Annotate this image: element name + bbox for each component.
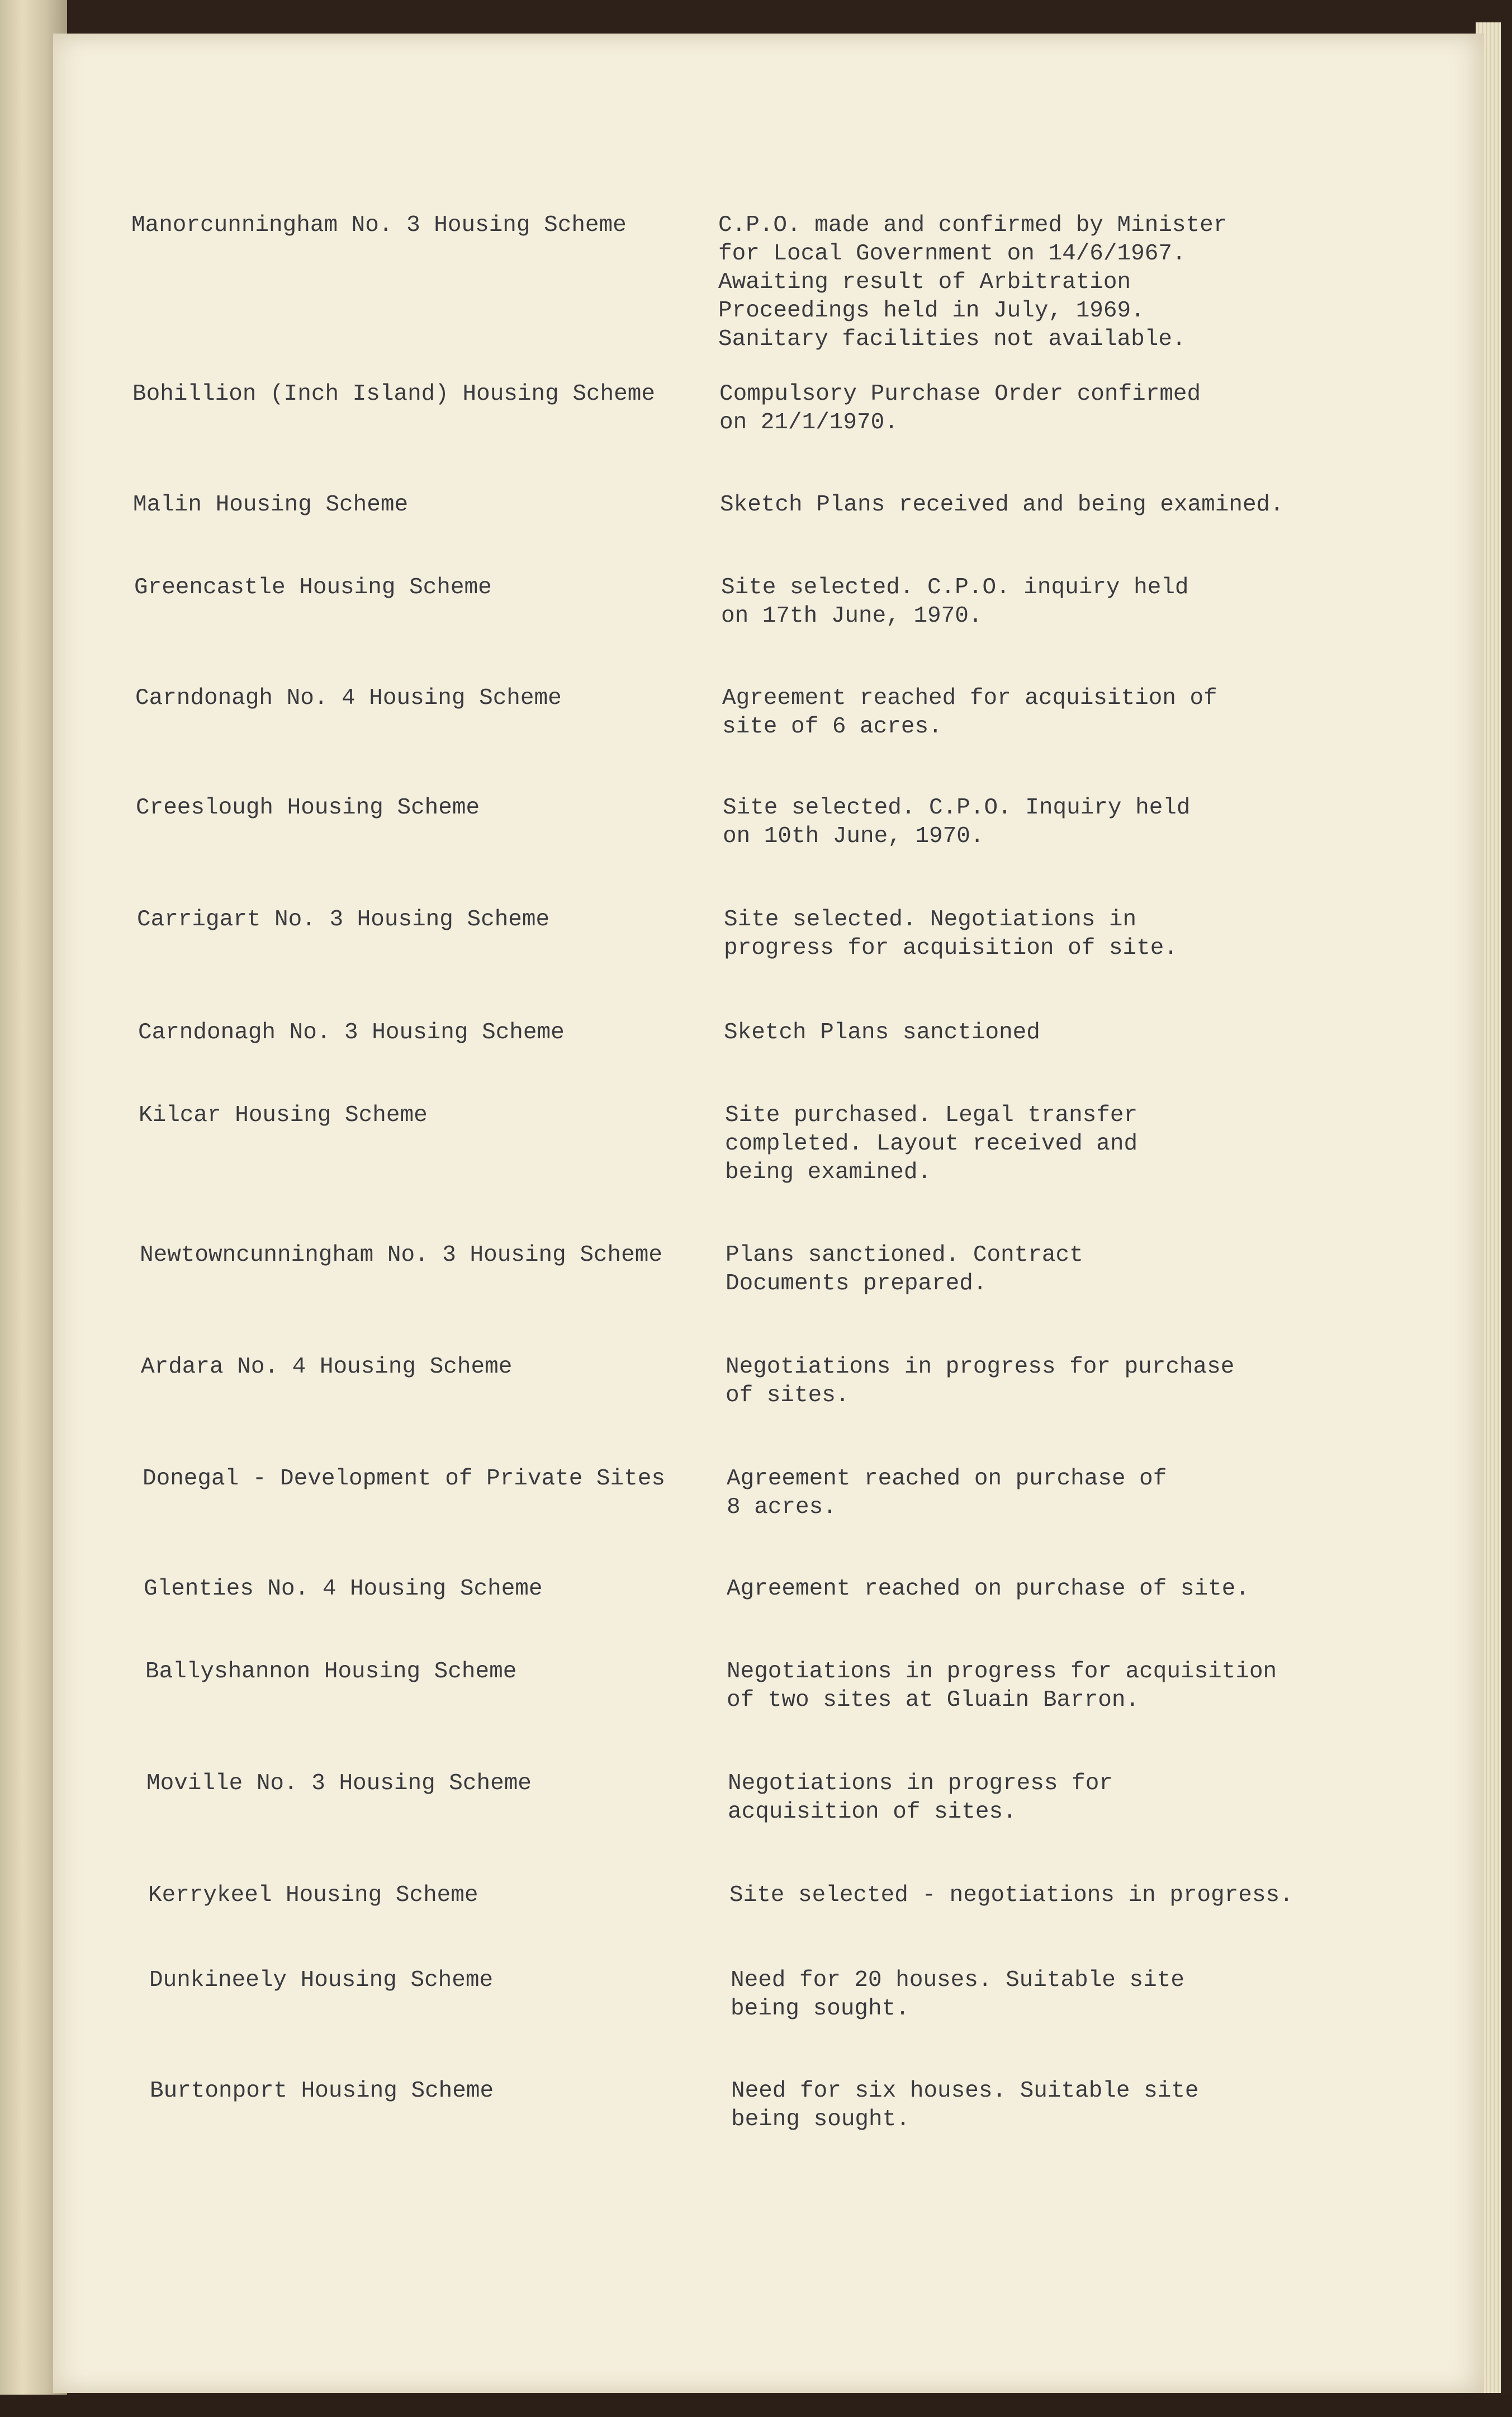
scheme-name: Dunkineely Housing Scheme <box>149 1967 494 1993</box>
scheme-status: Site purchased. Legal transfer completed. Layout received and being examined. <box>725 1103 1138 1185</box>
scheme-status: Plans sanctioned. Contract Documents prepared. <box>726 1242 1083 1297</box>
scheme-name: Greencastle Housing Scheme <box>134 575 492 600</box>
scheme-status: Agreement reached on purchase of site. <box>727 1576 1249 1602</box>
scheme-name: Manorcunningham No. 3 Housing Scheme <box>131 212 627 238</box>
scheme-status: Sketch Plans sanctioned <box>724 1020 1040 1046</box>
scheme-status: Site selected. Negotiations in progress for acquisition of site. <box>724 907 1178 961</box>
scheme-name: Malin Housing Scheme <box>133 492 409 518</box>
bottom-shadow <box>0 2395 1512 2417</box>
scheme-status: Site selected. C.P.O. Inquiry held on 10th June, 1970. <box>723 795 1191 849</box>
scheme-name: Carndonagh No. 3 Housing Scheme <box>138 1020 565 1046</box>
scheme-status: Negotiations in progress for purchase of sites. <box>726 1354 1235 1408</box>
scheme-status: Site selected - negotiations in progress. <box>729 1882 1293 1908</box>
scheme-status: Agreement reached on purchase of 8 acres. <box>727 1466 1167 1520</box>
scheme-status: Agreement reached for acquisition of site of 6 acres. <box>722 685 1217 740</box>
scheme-name: Ardara No. 4 Housing Scheme <box>141 1354 513 1380</box>
scheme-name: Donegal - Development of Private Sites <box>143 1466 665 1492</box>
scheme-name: Burtonport Housing Scheme <box>150 2078 494 2104</box>
scheme-name: Creeslough Housing Scheme <box>136 795 480 821</box>
top-shadow <box>0 0 1512 22</box>
scheme-status: Compulsory Purchase Order confirmed on 21/1/1970. <box>719 381 1201 436</box>
scheme-status: Need for six houses. Suitable site being sought. <box>731 2078 1199 2132</box>
scheme-name: Newtowncunningham No. 3 Housing Scheme <box>140 1242 662 1268</box>
scheme-status: C.P.O. made and confirmed by Minister for Local Government on 14/6/1967. Awaiting result of Arbitration Proceedings held in July, 1969. Sanitary facilities not available. <box>718 212 1227 352</box>
scheme-name: Carrigart No. 3 Housing Scheme <box>137 907 550 933</box>
scheme-name: Bohillion (Inch Island) Housing Scheme <box>132 381 655 407</box>
scheme-name: Kerrykeel Housing Scheme <box>148 1882 478 1908</box>
scheme-name: Kilcar Housing Scheme <box>139 1103 428 1128</box>
scheme-status: Site selected. C.P.O. inquiry held on 17th June, 1970. <box>721 575 1189 629</box>
scheme-status: Negotiations in progress for acquisition of two sites at Gluain Barron. <box>727 1659 1277 1713</box>
scheme-status: Need for 20 houses. Suitable site being sought. <box>731 1967 1184 2022</box>
scheme-name: Glenties No. 4 Housing Scheme <box>144 1576 543 1602</box>
scheme-name: Moville No. 3 Housing Scheme <box>146 1771 532 1796</box>
scheme-name: Ballyshannon Housing Scheme <box>145 1659 517 1685</box>
scheme-status: Negotiations in progress for acquisition of sites. <box>728 1771 1113 1825</box>
document-page <box>53 34 1484 2393</box>
scheme-name: Carndonagh No. 4 Housing Scheme <box>135 685 562 711</box>
scheme-status: Sketch Plans received and being examined. <box>720 492 1284 518</box>
